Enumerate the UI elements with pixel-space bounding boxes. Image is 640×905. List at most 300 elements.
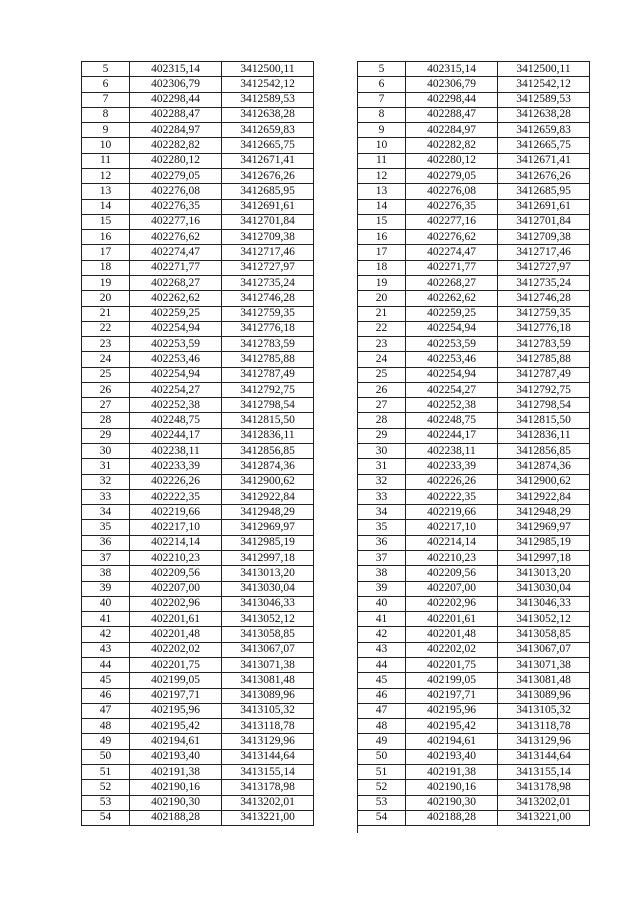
y-coordinate-cell: 3413202,01 — [498, 795, 590, 810]
x-coordinate-cell: 402199,05 — [406, 673, 498, 688]
table-row — [358, 107, 590, 122]
table-row — [82, 551, 314, 566]
x-coordinate-cell: 402315,14 — [406, 62, 498, 77]
table-row — [358, 275, 590, 290]
x-coordinate-cell: 402306,79 — [130, 77, 222, 92]
point-number-cell: 13 — [82, 184, 130, 199]
y-coordinate-cell: 3413067,07 — [498, 642, 590, 657]
point-number-cell: 49 — [358, 734, 406, 749]
x-coordinate-cell: 402193,40 — [130, 749, 222, 764]
y-coordinate-cell: 3412985,19 — [498, 535, 590, 550]
point-number-cell: 10 — [358, 138, 406, 153]
y-coordinate-cell: 3413129,96 — [498, 734, 590, 749]
x-coordinate-cell: 402214,14 — [406, 535, 498, 550]
x-coordinate-cell: 402217,10 — [406, 520, 498, 535]
y-coordinate-cell: 3412900,62 — [222, 474, 314, 489]
point-number-cell: 24 — [358, 352, 406, 367]
x-coordinate-cell: 402248,75 — [130, 413, 222, 428]
y-coordinate-cell: 3412746,28 — [498, 291, 590, 306]
x-coordinate-cell: 402222,35 — [130, 489, 222, 504]
table-row — [358, 382, 590, 397]
table-row — [358, 214, 590, 229]
y-coordinate-cell: 3412792,75 — [222, 382, 314, 397]
y-coordinate-cell: 3412659,83 — [498, 123, 590, 138]
x-coordinate-cell: 402210,23 — [406, 551, 498, 566]
point-number-cell: 18 — [82, 260, 130, 275]
table-row — [358, 230, 590, 245]
point-number-cell: 54 — [82, 810, 130, 825]
x-coordinate-cell: 402271,77 — [130, 260, 222, 275]
x-coordinate-cell: 402219,66 — [130, 505, 222, 520]
y-coordinate-cell: 3413071,38 — [498, 657, 590, 672]
table-row — [358, 413, 590, 428]
point-number-cell: 15 — [358, 214, 406, 229]
y-coordinate-cell: 3413155,14 — [222, 764, 314, 779]
x-coordinate-cell: 402190,30 — [130, 795, 222, 810]
x-coordinate-cell: 402201,75 — [130, 657, 222, 672]
y-coordinate-cell: 3413089,96 — [498, 688, 590, 703]
y-coordinate-cell: 3412691,61 — [498, 199, 590, 214]
x-coordinate-cell: 402195,96 — [130, 703, 222, 718]
y-coordinate-cell: 3413105,32 — [498, 703, 590, 718]
point-number-cell: 38 — [82, 566, 130, 581]
y-coordinate-cell: 3412691,61 — [222, 199, 314, 214]
point-number-cell: 13 — [358, 184, 406, 199]
point-number-cell: 23 — [82, 337, 130, 352]
x-coordinate-cell: 402254,94 — [406, 367, 498, 382]
x-coordinate-cell: 402238,11 — [406, 444, 498, 459]
y-coordinate-cell: 3412727,97 — [498, 260, 590, 275]
point-number-cell: 22 — [358, 321, 406, 336]
table-row — [358, 153, 590, 168]
x-coordinate-cell: 402276,08 — [130, 184, 222, 199]
x-coordinate-cell: 402280,12 — [406, 153, 498, 168]
y-coordinate-cell: 3412746,28 — [222, 291, 314, 306]
table-row — [82, 749, 314, 764]
point-number-cell: 5 — [358, 62, 406, 77]
table-row — [82, 489, 314, 504]
y-coordinate-cell: 3412638,28 — [222, 107, 314, 122]
point-number-cell: 42 — [82, 627, 130, 642]
point-number-cell: 28 — [82, 413, 130, 428]
point-number-cell: 9 — [358, 123, 406, 138]
x-coordinate-cell: 402233,39 — [130, 459, 222, 474]
y-coordinate-cell: 3412701,84 — [222, 214, 314, 229]
x-coordinate-cell: 402254,94 — [130, 321, 222, 336]
point-number-cell: 45 — [82, 673, 130, 688]
table-row — [82, 810, 314, 825]
table-row — [358, 535, 590, 550]
x-coordinate-cell: 402201,61 — [130, 612, 222, 627]
point-number-cell: 44 — [358, 657, 406, 672]
table-row — [358, 367, 590, 382]
x-coordinate-cell: 402254,27 — [406, 382, 498, 397]
point-number-cell: 41 — [82, 612, 130, 627]
point-number-cell: 32 — [358, 474, 406, 489]
x-coordinate-cell: 402219,66 — [406, 505, 498, 520]
table-row — [358, 627, 590, 642]
x-coordinate-cell: 402188,28 — [406, 810, 498, 825]
x-coordinate-cell: 402274,47 — [130, 245, 222, 260]
table-row — [358, 62, 590, 77]
y-coordinate-cell: 3412671,41 — [498, 153, 590, 168]
point-number-cell: 47 — [82, 703, 130, 718]
y-coordinate-cell: 3413013,20 — [222, 566, 314, 581]
x-coordinate-cell: 402197,71 — [130, 688, 222, 703]
x-coordinate-cell: 402253,59 — [130, 337, 222, 352]
table-row — [358, 703, 590, 718]
table-row — [82, 138, 314, 153]
y-coordinate-cell: 3413144,64 — [498, 749, 590, 764]
x-coordinate-cell: 402207,00 — [130, 581, 222, 596]
point-number-cell: 30 — [358, 444, 406, 459]
point-number-cell: 34 — [358, 505, 406, 520]
table-row — [358, 749, 590, 764]
x-coordinate-cell: 402209,56 — [130, 566, 222, 581]
y-coordinate-cell: 3413155,14 — [498, 764, 590, 779]
y-coordinate-cell: 3412783,59 — [498, 337, 590, 352]
table-row — [358, 474, 590, 489]
x-coordinate-cell: 402279,05 — [406, 168, 498, 183]
point-number-cell: 11 — [358, 153, 406, 168]
point-number-cell: 10 — [82, 138, 130, 153]
table-row — [358, 657, 590, 672]
point-number-cell: 19 — [82, 275, 130, 290]
x-coordinate-cell: 402298,44 — [406, 92, 498, 107]
point-number-cell: 25 — [82, 367, 130, 382]
point-number-cell: 11 — [82, 153, 130, 168]
y-coordinate-cell: 3413144,64 — [222, 749, 314, 764]
point-number-cell: 21 — [82, 306, 130, 321]
x-coordinate-cell: 402244,17 — [130, 428, 222, 443]
point-number-cell: 37 — [82, 551, 130, 566]
x-coordinate-cell: 402238,11 — [130, 444, 222, 459]
point-number-cell: 54 — [358, 810, 406, 825]
table-row — [358, 444, 590, 459]
y-coordinate-cell: 3412685,95 — [498, 184, 590, 199]
point-number-cell: 28 — [358, 413, 406, 428]
table-row — [82, 413, 314, 428]
y-coordinate-cell: 3412969,97 — [222, 520, 314, 535]
y-coordinate-cell: 3412759,35 — [222, 306, 314, 321]
x-coordinate-cell: 402282,82 — [406, 138, 498, 153]
table-row — [358, 596, 590, 611]
x-coordinate-cell: 402202,96 — [130, 596, 222, 611]
x-coordinate-cell: 402202,02 — [406, 642, 498, 657]
point-number-cell: 35 — [82, 520, 130, 535]
table-row — [82, 260, 314, 275]
y-coordinate-cell: 3413030,04 — [498, 581, 590, 596]
table-row — [82, 199, 314, 214]
x-coordinate-cell: 402280,12 — [130, 153, 222, 168]
table-row — [358, 810, 590, 825]
x-coordinate-cell: 402252,38 — [406, 398, 498, 413]
y-coordinate-cell: 3412776,18 — [222, 321, 314, 336]
table-row — [82, 642, 314, 657]
table-row — [82, 795, 314, 810]
table-row — [82, 428, 314, 443]
x-coordinate-cell: 402268,27 — [406, 275, 498, 290]
point-number-cell: 33 — [358, 489, 406, 504]
point-number-cell: 38 — [358, 566, 406, 581]
y-coordinate-cell: 3412727,97 — [222, 260, 314, 275]
point-number-cell: 8 — [82, 107, 130, 122]
point-number-cell: 17 — [358, 245, 406, 260]
y-coordinate-cell: 3412685,95 — [222, 184, 314, 199]
y-coordinate-cell: 3413118,78 — [498, 719, 590, 734]
y-coordinate-cell: 3413089,96 — [222, 688, 314, 703]
point-number-cell: 41 — [358, 612, 406, 627]
coordinates-table-right — [357, 61, 590, 826]
x-coordinate-cell: 402191,38 — [406, 764, 498, 779]
table-row — [82, 627, 314, 642]
table-row — [358, 123, 590, 138]
x-coordinate-cell: 402284,97 — [130, 123, 222, 138]
y-coordinate-cell: 3413105,32 — [222, 703, 314, 718]
table-row — [82, 581, 314, 596]
y-coordinate-cell: 3412735,24 — [222, 275, 314, 290]
y-coordinate-cell: 3412836,11 — [498, 428, 590, 443]
point-number-cell: 7 — [82, 92, 130, 107]
x-coordinate-cell: 402202,02 — [130, 642, 222, 657]
x-coordinate-cell: 402190,30 — [406, 795, 498, 810]
x-coordinate-cell: 402194,61 — [130, 734, 222, 749]
table-row — [82, 306, 314, 321]
table-row — [358, 795, 590, 810]
point-number-cell: 14 — [82, 199, 130, 214]
point-number-cell: 16 — [358, 230, 406, 245]
point-number-cell: 20 — [358, 291, 406, 306]
table-row — [82, 107, 314, 122]
table-row — [358, 428, 590, 443]
y-coordinate-cell: 3412787,49 — [222, 367, 314, 382]
x-coordinate-cell: 402217,10 — [130, 520, 222, 535]
x-coordinate-cell: 402277,16 — [406, 214, 498, 229]
table-row — [82, 764, 314, 779]
point-number-cell: 46 — [82, 688, 130, 703]
x-coordinate-cell: 402226,26 — [406, 474, 498, 489]
y-coordinate-cell: 3412969,97 — [498, 520, 590, 535]
x-coordinate-cell: 402274,47 — [406, 245, 498, 260]
x-coordinate-cell: 402253,59 — [406, 337, 498, 352]
x-coordinate-cell: 402276,62 — [406, 230, 498, 245]
table-row — [358, 352, 590, 367]
table-row — [82, 398, 314, 413]
point-number-cell: 36 — [82, 535, 130, 550]
point-number-cell: 53 — [358, 795, 406, 810]
x-coordinate-cell: 402244,17 — [406, 428, 498, 443]
table-row — [82, 719, 314, 734]
table-row — [358, 291, 590, 306]
x-coordinate-cell: 402248,75 — [406, 413, 498, 428]
point-number-cell: 9 — [82, 123, 130, 138]
point-number-cell: 26 — [82, 382, 130, 397]
point-number-cell: 22 — [82, 321, 130, 336]
x-coordinate-cell: 402268,27 — [130, 275, 222, 290]
y-coordinate-cell: 3412836,11 — [222, 428, 314, 443]
y-coordinate-cell: 3413013,20 — [498, 566, 590, 581]
point-number-cell: 15 — [82, 214, 130, 229]
table-row — [358, 77, 590, 92]
y-coordinate-cell: 3413052,12 — [498, 612, 590, 627]
x-coordinate-cell: 402222,35 — [406, 489, 498, 504]
y-coordinate-cell: 3412542,12 — [222, 77, 314, 92]
y-coordinate-cell: 3412815,50 — [222, 413, 314, 428]
y-coordinate-cell: 3412856,85 — [222, 444, 314, 459]
y-coordinate-cell: 3412948,29 — [222, 505, 314, 520]
y-coordinate-cell: 3412948,29 — [498, 505, 590, 520]
y-coordinate-cell: 3413052,12 — [222, 612, 314, 627]
y-coordinate-cell: 3412665,75 — [222, 138, 314, 153]
point-number-cell: 48 — [82, 719, 130, 734]
point-number-cell: 49 — [82, 734, 130, 749]
y-coordinate-cell: 3413058,85 — [498, 627, 590, 642]
point-number-cell: 35 — [358, 520, 406, 535]
x-coordinate-cell: 402259,25 — [406, 306, 498, 321]
x-coordinate-cell: 402271,77 — [406, 260, 498, 275]
y-coordinate-cell: 3412542,12 — [498, 77, 590, 92]
point-number-cell: 52 — [82, 780, 130, 795]
x-coordinate-cell: 402233,39 — [406, 459, 498, 474]
table-row — [358, 566, 590, 581]
table-row — [358, 168, 590, 183]
x-coordinate-cell: 402190,16 — [130, 780, 222, 795]
x-coordinate-cell: 402262,62 — [130, 291, 222, 306]
y-coordinate-cell: 3412874,36 — [498, 459, 590, 474]
y-coordinate-cell: 3412997,18 — [222, 551, 314, 566]
y-coordinate-cell: 3412798,54 — [498, 398, 590, 413]
table-row — [358, 138, 590, 153]
y-coordinate-cell: 3412701,84 — [498, 214, 590, 229]
table-row — [358, 489, 590, 504]
y-coordinate-cell: 3412815,50 — [498, 413, 590, 428]
point-number-cell: 44 — [82, 657, 130, 672]
point-number-cell: 30 — [82, 444, 130, 459]
x-coordinate-cell: 402194,61 — [406, 734, 498, 749]
y-coordinate-cell: 3412922,84 — [498, 489, 590, 504]
y-coordinate-cell: 3412787,49 — [498, 367, 590, 382]
table-row — [82, 520, 314, 535]
x-coordinate-cell: 402306,79 — [406, 77, 498, 92]
table-row — [82, 337, 314, 352]
table-row — [82, 505, 314, 520]
x-coordinate-cell: 402193,40 — [406, 749, 498, 764]
point-number-cell: 18 — [358, 260, 406, 275]
table-row — [82, 352, 314, 367]
table-row — [358, 734, 590, 749]
table-row — [358, 337, 590, 352]
table-row — [358, 764, 590, 779]
y-coordinate-cell: 3412717,46 — [222, 245, 314, 260]
x-coordinate-cell: 402253,46 — [130, 352, 222, 367]
y-coordinate-cell: 3413067,07 — [222, 642, 314, 657]
point-number-cell: 51 — [358, 764, 406, 779]
y-coordinate-cell: 3412785,88 — [222, 352, 314, 367]
point-number-cell: 29 — [82, 428, 130, 443]
point-number-cell: 23 — [358, 337, 406, 352]
y-coordinate-cell: 3412709,38 — [498, 230, 590, 245]
table-row — [82, 734, 314, 749]
point-number-cell: 27 — [82, 398, 130, 413]
x-coordinate-cell: 402276,62 — [130, 230, 222, 245]
y-coordinate-cell: 3412985,19 — [222, 535, 314, 550]
table-row — [82, 673, 314, 688]
x-coordinate-cell: 402253,46 — [406, 352, 498, 367]
table-row — [358, 199, 590, 214]
point-number-cell: 32 — [82, 474, 130, 489]
point-number-cell: 39 — [358, 581, 406, 596]
coordinates-table-left — [81, 61, 314, 826]
table-row — [82, 230, 314, 245]
table-row — [358, 260, 590, 275]
point-number-cell: 39 — [82, 581, 130, 596]
table-row — [358, 321, 590, 336]
y-coordinate-cell: 3413202,01 — [222, 795, 314, 810]
x-coordinate-cell: 402226,26 — [130, 474, 222, 489]
point-number-cell: 14 — [358, 199, 406, 214]
point-number-cell: 8 — [358, 107, 406, 122]
point-number-cell: 52 — [358, 780, 406, 795]
point-number-cell: 43 — [358, 642, 406, 657]
table-row — [82, 62, 314, 77]
table-row — [358, 184, 590, 199]
y-coordinate-cell: 3412792,75 — [498, 382, 590, 397]
y-coordinate-cell: 3413178,98 — [498, 780, 590, 795]
y-coordinate-cell: 3412783,59 — [222, 337, 314, 352]
x-coordinate-cell: 402209,56 — [406, 566, 498, 581]
y-coordinate-cell: 3413071,38 — [222, 657, 314, 672]
table-row — [358, 719, 590, 734]
table-row — [82, 168, 314, 183]
point-number-cell: 6 — [358, 77, 406, 92]
x-coordinate-cell: 402202,96 — [406, 596, 498, 611]
table-row — [358, 551, 590, 566]
y-coordinate-cell: 3412798,54 — [222, 398, 314, 413]
point-number-cell: 47 — [358, 703, 406, 718]
y-coordinate-cell: 3412709,38 — [222, 230, 314, 245]
table-row — [358, 245, 590, 260]
table-row — [82, 688, 314, 703]
x-coordinate-cell: 402284,97 — [406, 123, 498, 138]
table-row — [358, 642, 590, 657]
point-number-cell: 50 — [82, 749, 130, 764]
y-coordinate-cell: 3412500,11 — [222, 62, 314, 77]
y-coordinate-cell: 3413221,00 — [498, 810, 590, 825]
table-row — [82, 123, 314, 138]
point-number-cell: 20 — [82, 291, 130, 306]
x-coordinate-cell: 402191,38 — [130, 764, 222, 779]
table-row — [82, 321, 314, 336]
y-coordinate-cell: 3412589,53 — [498, 92, 590, 107]
table-row — [82, 459, 314, 474]
y-coordinate-cell: 3412856,85 — [498, 444, 590, 459]
point-number-cell: 40 — [82, 596, 130, 611]
table-row — [358, 780, 590, 795]
x-coordinate-cell: 402259,25 — [130, 306, 222, 321]
x-coordinate-cell: 402195,96 — [406, 703, 498, 718]
point-number-cell: 26 — [358, 382, 406, 397]
y-coordinate-cell: 3412671,41 — [222, 153, 314, 168]
x-coordinate-cell: 402195,42 — [130, 719, 222, 734]
table-row — [82, 92, 314, 107]
x-coordinate-cell: 402201,48 — [406, 627, 498, 642]
point-number-cell: 29 — [358, 428, 406, 443]
y-coordinate-cell: 3412759,35 — [498, 306, 590, 321]
table-row — [82, 657, 314, 672]
x-coordinate-cell: 402201,48 — [130, 627, 222, 642]
y-coordinate-cell: 3412997,18 — [498, 551, 590, 566]
table-row — [82, 382, 314, 397]
